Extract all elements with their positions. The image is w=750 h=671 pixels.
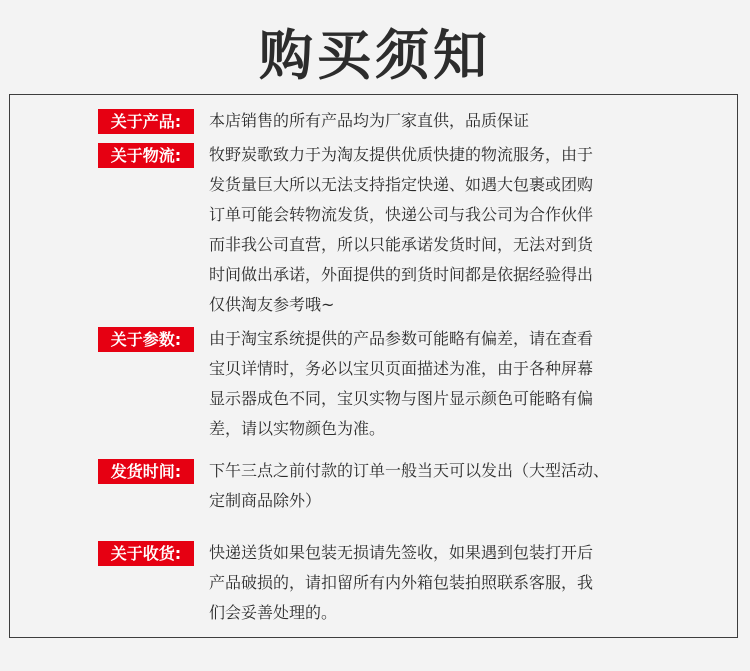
section-label: 发货时间: — [98, 459, 194, 484]
section-text: 下午三点之前付款的订单一般当天可以发出（大型活动、 定制商品除外） — [209, 461, 610, 510]
section-label: 关于收货: — [98, 541, 194, 566]
section-text: 快递送货如果包装无损请先签收，如果遇到包装打开后 产品破损的，请扣留所有内外箱包装拍照联系客服，我 们会妥善处理的。 — [209, 543, 594, 622]
section-label: 关于产品: — [98, 109, 194, 134]
section-text: 牧野炭歌致力于为淘友提供优质快捷的物流服务，由于 发货量巨大所以无法支持指定快递、如遇大包裹或团购 订单可能会转物流发货，快递公司与我公司为合作伙伴 而非我公司直营，所以只能承诺发货时间，无法对到货 时间做出承诺，外面提供的到货时间都是依据经验得出 仅供淘友参考哦~ — [209, 145, 594, 314]
section-label: 关于物流: — [98, 143, 194, 168]
section-text: 本店销售的所有产品均为厂家直供，品质保证 — [209, 111, 530, 130]
section-text: 由于淘宝系统提供的产品参数可能略有偏差，请在查看 宝贝详情时，务必以宝贝页面描述为准，由于各种屏幕 显示器成色不同，宝贝实物与图片显示颜色可能略有偏 差，请以实物颜色为准。 — [209, 329, 594, 438]
section-label: 关于参数: — [98, 327, 194, 352]
page-title: 购买须知 — [259, 24, 491, 87]
